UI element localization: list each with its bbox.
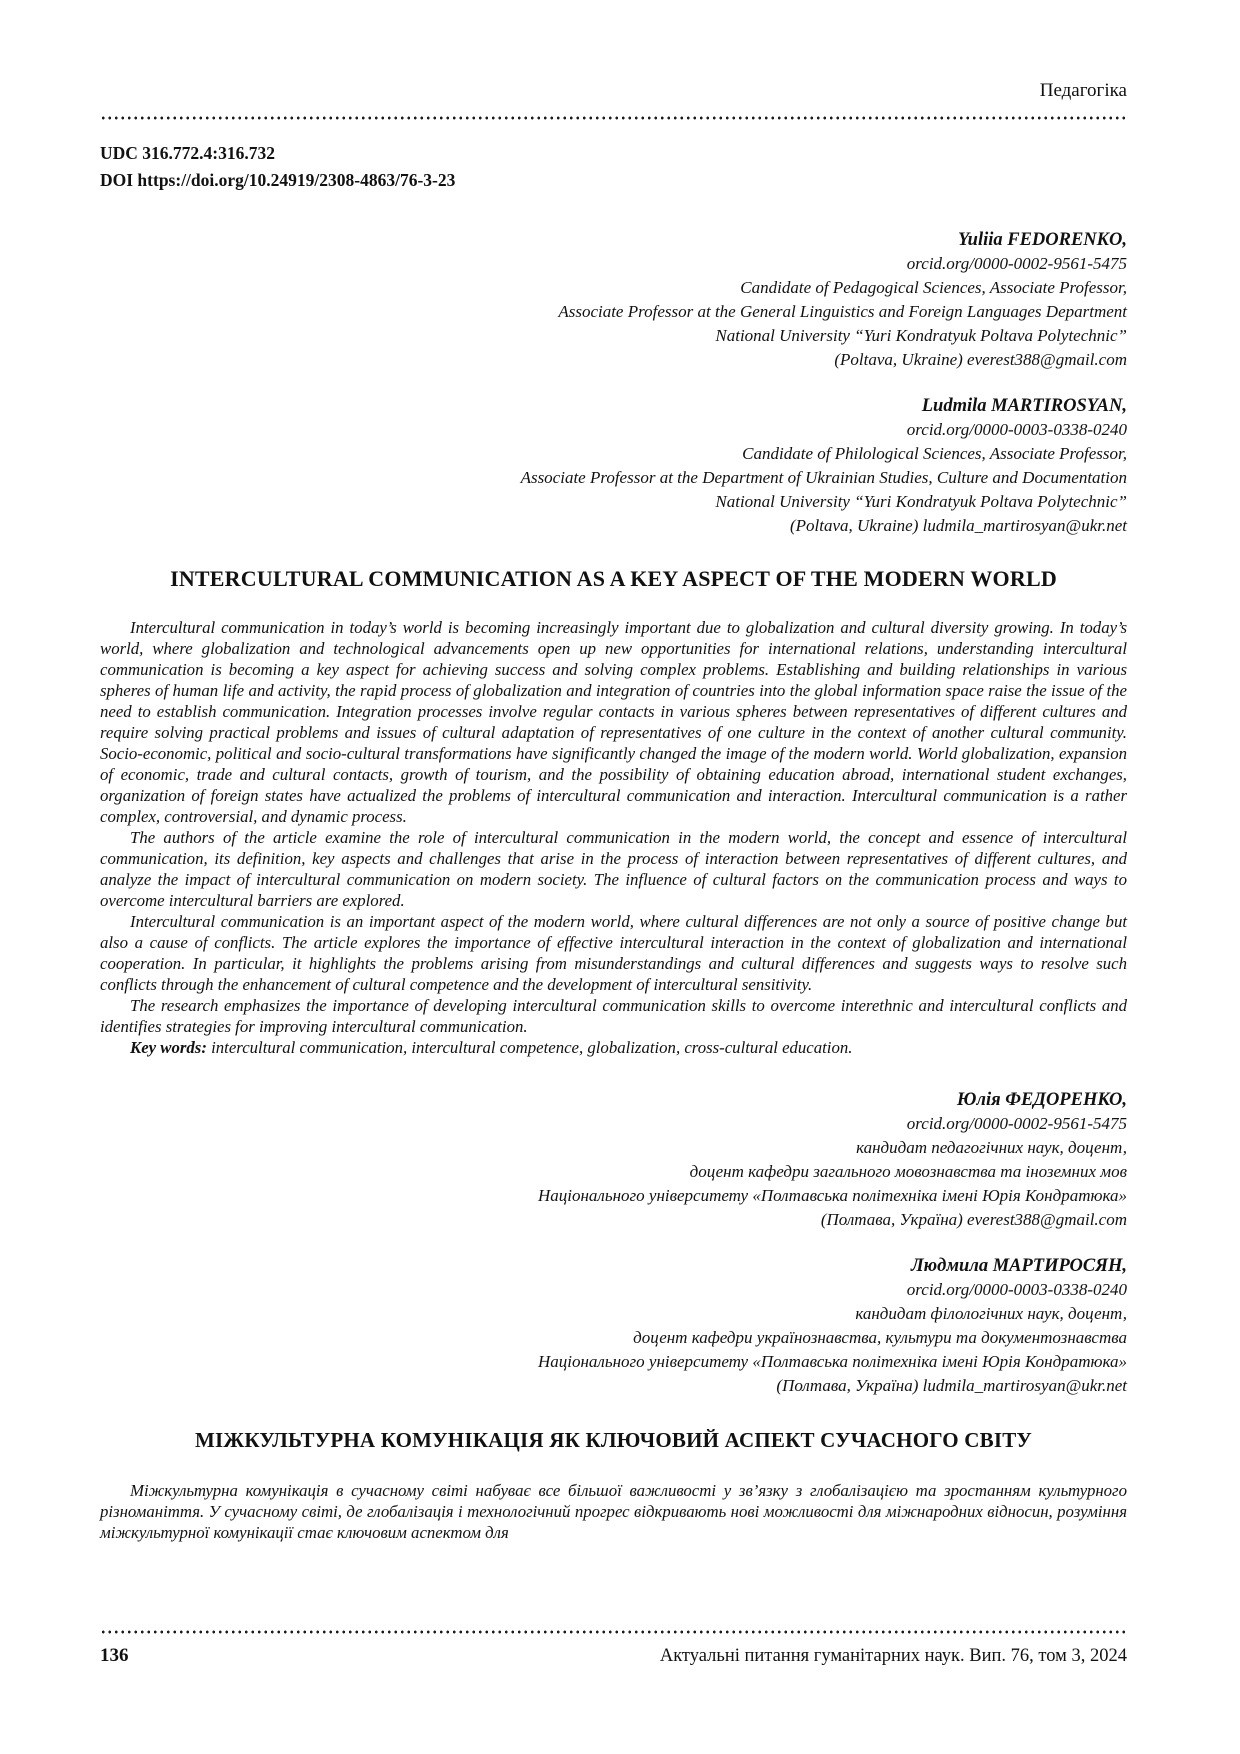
bottom-dotted-divider — [100, 1630, 1127, 1634]
author-affiliation: National University “Yuri Kondratyuk Poltava Polytechnic” — [715, 492, 1127, 511]
author-name: Юлія ФЕДОРЕНКО, — [956, 1090, 1127, 1110]
author-affiliation: Національного університету «Полтавська політехніка імені Юрія Кондратюка» — [538, 1352, 1127, 1371]
author-orcid: orcid.org/0000-0002-9561-5475 — [906, 254, 1127, 273]
page-number: 136 — [100, 1645, 129, 1666]
author-position: доцент кафедри українознавства, культури та документознавства — [633, 1328, 1127, 1347]
author-location-email: (Полтава, Україна) everest388@gmail.com — [820, 1210, 1127, 1229]
author-block-uk-martirosyan — [100, 1254, 1127, 1398]
article-title-uk: МІЖКУЛЬТУРНА КОМУНІКАЦІЯ ЯК КЛЮЧОВИЙ АСПЕКТ СУЧАСНОГО СВІТУ — [194, 1428, 1033, 1452]
footer-row — [100, 1645, 1127, 1667]
keywords-text: intercultural communication, intercultural competence, globalization, cross-cultural education. — [211, 1038, 853, 1057]
article-title-en: INTERCULTURAL COMMUNICATION AS A KEY ASPECT OF THE MODERN WORLD — [170, 566, 1057, 591]
author-location-email: (Poltava, Ukraine) ludmila_martirosyan@ukr.net — [789, 516, 1127, 535]
abstract-uk — [100, 1480, 1127, 1543]
udc-doi-block — [100, 140, 1127, 194]
author-block-en-fedorenko — [100, 228, 1127, 372]
abstract-paragraph: Intercultural communication is an important aspect of the modern world, where cultural differences are not only a source of positive change but also a cause of conflicts. The article explores the importance of effective intercultural interaction in the context of globalization and international cooperation. In particular, it highlights the problems arising from misunderstandings and cultural differences and suggests ways to resolve such conflicts through the enhancement of cultural competence and the development of intercultural sensitivity. — [100, 912, 1127, 994]
abstract-paragraph: The research emphasizes the importance of developing intercultural communication skills to overcome interethnic and intercultural conflicts and identifies strategies for improving intercultural communication. — [100, 996, 1127, 1036]
author-affiliation: Національного університету «Полтавська політехніка імені Юрія Кондратюка» — [538, 1186, 1127, 1205]
author-location-email: (Полтава, Україна) ludmila_martirosyan@ukr.net — [776, 1376, 1127, 1395]
author-name: Yuliia FEDORENKO, — [958, 230, 1127, 250]
keywords-line — [100, 1037, 1127, 1058]
author-orcid: orcid.org/0000-0002-9561-5475 — [906, 1114, 1127, 1133]
author-orcid: orcid.org/0000-0003-0338-0240 — [906, 1280, 1127, 1299]
abstract-paragraph: Міжкультурна комунікація в сучасному світі набуває все більшої важливості у зв’язку з глобалізацією та зростанням культурного різноманіття. У сучасному світі, де глобалізація і технологічний прогрес відкривають нові можливості для міжнародних відносин, розуміння міжкультурної комунікації стає ключовим аспектом для — [100, 1481, 1127, 1542]
abstract-paragraph: Intercultural communication in today’s world is becoming increasingly important due to globalization and cultural diversity growing. In today’s world, where globalization and technological advancements open up new opportunities for international relations, understanding intercultural communication is becoming a key aspect for achieving success and solving complex problems. Establishing and building relationships in various spheres of human life and activity, the rapid process of globalization and integration of countries into the global information space raise the issue of the need to establish communication. Integration processes involve regular contacts in various spheres between representatives of different cultures and require solving practical problems and issues of cultural adaptation of representatives of one culture in the context of another cultural community. Socio-economic, political and socio-cultural transformations have significantly changed the image of the modern world. World globalization, expansion of economic, trade and cultural contacts, growth of tourism, and the possibility of obtaining education abroad, international student exchanges, organization of foreign states have actualized the problems of intercultural communication and interaction. Intercultural communication is a rather complex, controversial, and dynamic process. — [100, 618, 1127, 826]
author-orcid: orcid.org/0000-0003-0338-0240 — [906, 420, 1127, 439]
page-footer — [100, 1630, 1127, 1667]
doi-link: DOI https://doi.org/10.24919/2308-4863/76-3-23 — [100, 170, 456, 190]
keywords-label: Key words: — [130, 1038, 207, 1057]
author-degree: кандидат педагогічних наук, доцент, — [856, 1138, 1127, 1157]
author-position: Associate Professor at the General Linguistics and Foreign Languages Department — [558, 302, 1127, 321]
author-name: Ludmila MARTIROSYAN, — [921, 396, 1127, 416]
author-position: Associate Professor at the Department of Ukrainian Studies, Culture and Documentation — [520, 468, 1127, 487]
author-degree: Candidate of Pedagogical Sciences, Associate Professor, — [740, 278, 1127, 297]
udc-code: UDC 316.772.4:316.732 — [100, 143, 275, 163]
author-name: Людмила МАРТИРОСЯН, — [910, 1256, 1127, 1276]
author-block-en-martirosyan — [100, 394, 1127, 538]
abstract-paragraph: The authors of the article examine the role of intercultural communication in the modern world, the concept and essence of intercultural communication, its definition, key aspects and challenges that arise in the process of interaction between representatives of different cultures, and analyze the impact of intercultural communication on modern society. The influence of cultural factors on the communication process and ways to overcome intercultural barriers are explored. — [100, 828, 1127, 910]
article-page — [100, 0, 1127, 1754]
top-dotted-divider — [100, 116, 1127, 120]
journal-citation: Актуальні питання гуманітарних наук. Вип. 76, том 3, 2024 — [659, 1646, 1127, 1666]
author-location-email: (Poltava, Ukraine) everest388@gmail.com — [834, 350, 1127, 369]
author-affiliation: National University “Yuri Kondratyuk Poltava Polytechnic” — [715, 326, 1127, 345]
journal-section-label: Педагогіка — [1039, 80, 1127, 101]
author-degree: Candidate of Philological Sciences, Associate Professor, — [742, 444, 1127, 463]
author-degree: кандидат філологічних наук, доцент, — [855, 1304, 1127, 1323]
abstract-en — [100, 617, 1127, 1058]
author-position: доцент кафедри загального мовознавства та іноземних мов — [689, 1162, 1127, 1181]
author-block-uk-fedorenko — [100, 1088, 1127, 1232]
